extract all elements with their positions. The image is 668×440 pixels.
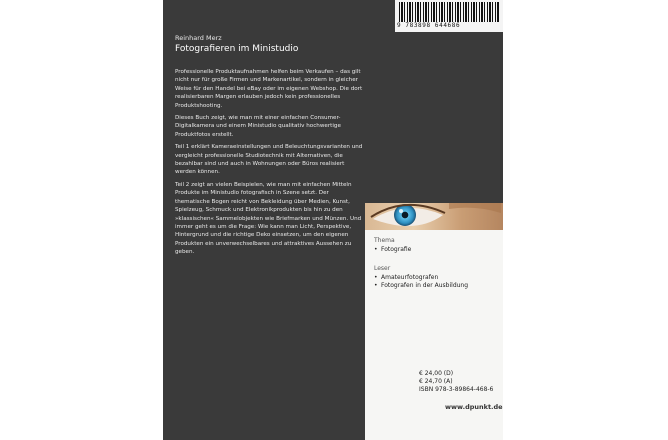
blurb-paragraph: Teil 1 erklärt Kameraeinstellungen und Beleuchtungsvarianten und vergleicht professionelle Studiotechnik mit Alternativen, die bezahlbar sind und auch in Wohnungen oder Büros realisiert werden können. bbox=[175, 144, 363, 176]
author-name: Reinhard Merz bbox=[175, 34, 222, 42]
thema-heading: Thema bbox=[374, 237, 395, 244]
book-back-cover bbox=[163, 0, 503, 440]
blurb-paragraph: Dieses Buch zeigt, wie man mit einer einfachen Consumer-Digitalkamera und einem Ministudio qualitativ hochwertige Produktfotos erstellt. bbox=[175, 115, 341, 138]
isbn-number: ISBN 978-3-89864-468-6 bbox=[419, 386, 494, 393]
price-germany: € 24,00 (D) bbox=[419, 370, 454, 377]
publisher-website: www.dpunkt.de bbox=[445, 403, 503, 411]
eye-icon bbox=[365, 203, 503, 230]
barcode-digits: 9 783898 644686 bbox=[397, 22, 461, 29]
info-sidebar bbox=[365, 203, 503, 440]
price-block bbox=[419, 370, 493, 394]
book-title: Fotografieren im Ministudio bbox=[175, 44, 299, 54]
blurb-paragraph: Teil 2 zeigt an vielen Beispielen, wie man mit einfachen Mitteln Produkte im Ministudio fotografisch in Szene setzt. Der thematische Bogen reicht von Bekleidung über Medien, Kunst, Spielzeug, Schmuck und Elektronikprodukten bis hin zu den »klassischen« Sammelobjekten wie Briefmarken und Münzen. Und immer geht es um die Frage: Wie kann man Licht, Perspektive, Hintergrund und die richtige Deko einsetzen, um den eigenen Produkten ein unverwechselbares und attraktives Aussehen zu geben. bbox=[175, 181, 362, 256]
eye-image bbox=[365, 203, 503, 230]
leser-heading: Leser bbox=[374, 265, 391, 272]
price-austria: € 24,70 (A) bbox=[419, 378, 453, 385]
blurb-text bbox=[175, 68, 363, 261]
barcode-area bbox=[395, 0, 503, 32]
thema-list bbox=[374, 246, 494, 254]
list-item: • Fotografie bbox=[374, 246, 494, 254]
list-item: • Amateurfotografen bbox=[374, 274, 494, 282]
list-item: • Fotografen in der Ausbildung bbox=[374, 282, 494, 290]
barcode-icon bbox=[399, 2, 499, 22]
blurb-paragraph: Professionelle Produktaufnahmen helfen beim Verkaufen – das gilt nicht nur für große Firmen und Markenartikel, sondern in gleicher Weise für den Handel bei eBay oder im eigenen Webshop. Die dort realisierbaren Margen erlauben jedoch kein professionelles Produktshooting. bbox=[175, 69, 363, 109]
leser-list bbox=[374, 274, 494, 290]
